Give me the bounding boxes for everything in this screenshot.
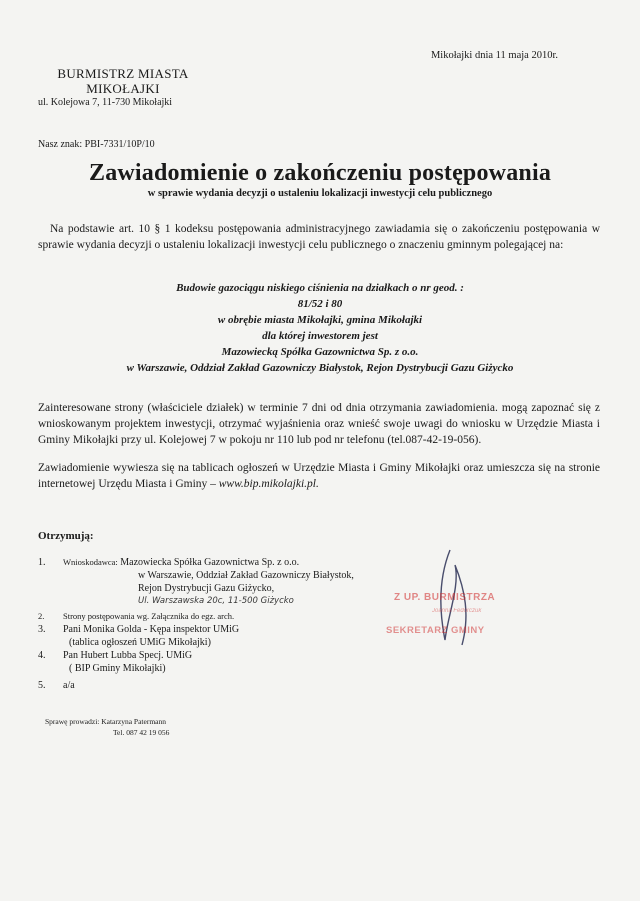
list-number: 1.	[38, 557, 46, 568]
project-description	[0, 280, 640, 376]
handwritten-address: Ul. Warszawska 20c, 11-500 Giżycko	[138, 596, 294, 606]
paragraph-parties: Zainteresowane strony (właściciele działek) w terminie 7 dni od dnia otrzymania zawiadomienia. mogą zapoznać się z wnioskowanym projektem inwestycji, otrzymać wyjaśnienia oraz wnieść swoje uwagi do wniosku w Urzędzie Miasta i Gminy Mikołajki przy ul. Kolejowej 7 w pokoju nr 110 lub pod nr telefonu (tel.087-42-19-056).	[38, 402, 600, 446]
recipients-list	[38, 556, 398, 692]
reference-number: Nasz znak: PBI-7331/10P/10	[38, 139, 155, 150]
list-item-sub: (tablica ogłoszeń UMiG Mikołajki)	[69, 637, 211, 648]
list-item-text: Pan Hubert Lubba Specj. UMiG	[63, 650, 193, 661]
list-item	[38, 649, 398, 675]
prepared-by-name: Sprawę prowadzi: Katarzyna Patermann	[45, 717, 166, 726]
project-line-6: w Warszawie, Oddział Zakład Gazowniczy Białystok, Rejon Dystrybucji Gazu Giżycko	[126, 362, 514, 374]
project-line-5: Mazowiecką Spółka Gazownictwa Sp. z o.o.	[221, 346, 419, 358]
list-item-text: a/a	[63, 680, 75, 691]
document-title: Zawiadomienie o zakończeniu postępowania	[88, 160, 552, 186]
issuer-name	[38, 66, 208, 96]
bip-link[interactable]: www.bip.mikolajki.pl.	[218, 478, 319, 490]
applicant-label: Wnioskodawca:	[63, 557, 118, 567]
prepared-by-phone: Tel. 087 42 19 056	[113, 728, 170, 737]
prepared-by	[45, 716, 169, 738]
list-number: 5.	[38, 680, 46, 691]
list-item-text: Pani Monika Golda - Kępa inspektor UMiG	[63, 624, 240, 635]
list-item	[38, 623, 398, 649]
applicant-line-3: Rejon Dystrybucji Gazu Giżycko,	[138, 583, 275, 594]
document-date: Mikołajki dnia 11 maja 2010r.	[430, 50, 558, 61]
applicant-line-2: w Warszawie, Oddział Zakład Gazowniczy Białystok,	[138, 570, 354, 581]
recipients-heading: Otrzymują:	[38, 530, 94, 542]
issuer-line-2: MIKOŁAJKI	[86, 81, 160, 96]
official-stamp	[386, 592, 526, 647]
list-number: 4.	[38, 650, 46, 661]
paragraph-publication	[38, 460, 600, 492]
stamp-line-3: SEKRETARZ GMINY	[386, 625, 485, 636]
applicant-line-1: Mazowiecka Spółka Gazownictwa Sp. z o.o.	[120, 557, 300, 568]
list-number: 3.	[38, 624, 46, 635]
list-item-text: Strony postępowania wg. Załącznika do egz. arch.	[63, 611, 235, 621]
publication-text: Zawiadomienie wywiesza się na tablicach ogłoszeń w Urzędzie Miasta i Gminy Mikołajki oraz umieszcza się na stronie internetowej Urzędu Miasta i Gminy –	[38, 462, 600, 490]
paragraph-legal-basis: Na podstawie art. 10 § 1 kodeksu postępowania administracyjnego zawiadamia się o zakończeniu postępowania w sprawie wydania decyzji o ustaleniu lokalizacji inwestycji celu publicznego o znaczeniu gminnym polegającej na:	[38, 223, 600, 251]
list-item	[38, 610, 398, 623]
stamp-line-2: Joanna Fedorczuk	[432, 608, 482, 614]
project-line-2: 81/52 i 80	[297, 298, 343, 310]
document-subtitle: w sprawie wydania decyzji o ustaleniu lokalizacji inwestycji celu publicznego	[147, 188, 493, 199]
project-line-1: Budowie gazociągu niskiego ciśnienia na działkach o nr geod. :	[176, 282, 464, 294]
issuer-address: ul. Kolejowa 7, 11-730 Mikołajki	[38, 97, 173, 108]
project-line-4: dla której inwestorem jest	[262, 330, 378, 342]
project-line-3: w obrębie miasta Mikołajki, gmina Mikołajki	[217, 314, 423, 326]
list-item-sub: ( BIP Gminy Mikołajki)	[69, 663, 166, 674]
list-number: 2.	[38, 611, 45, 621]
list-item	[38, 679, 398, 692]
stamp-line-1: Z UP. BURMISTRZA	[394, 592, 496, 603]
issuer-line-1: BURMISTRZ MIASTA	[57, 66, 189, 81]
list-item	[38, 556, 398, 608]
